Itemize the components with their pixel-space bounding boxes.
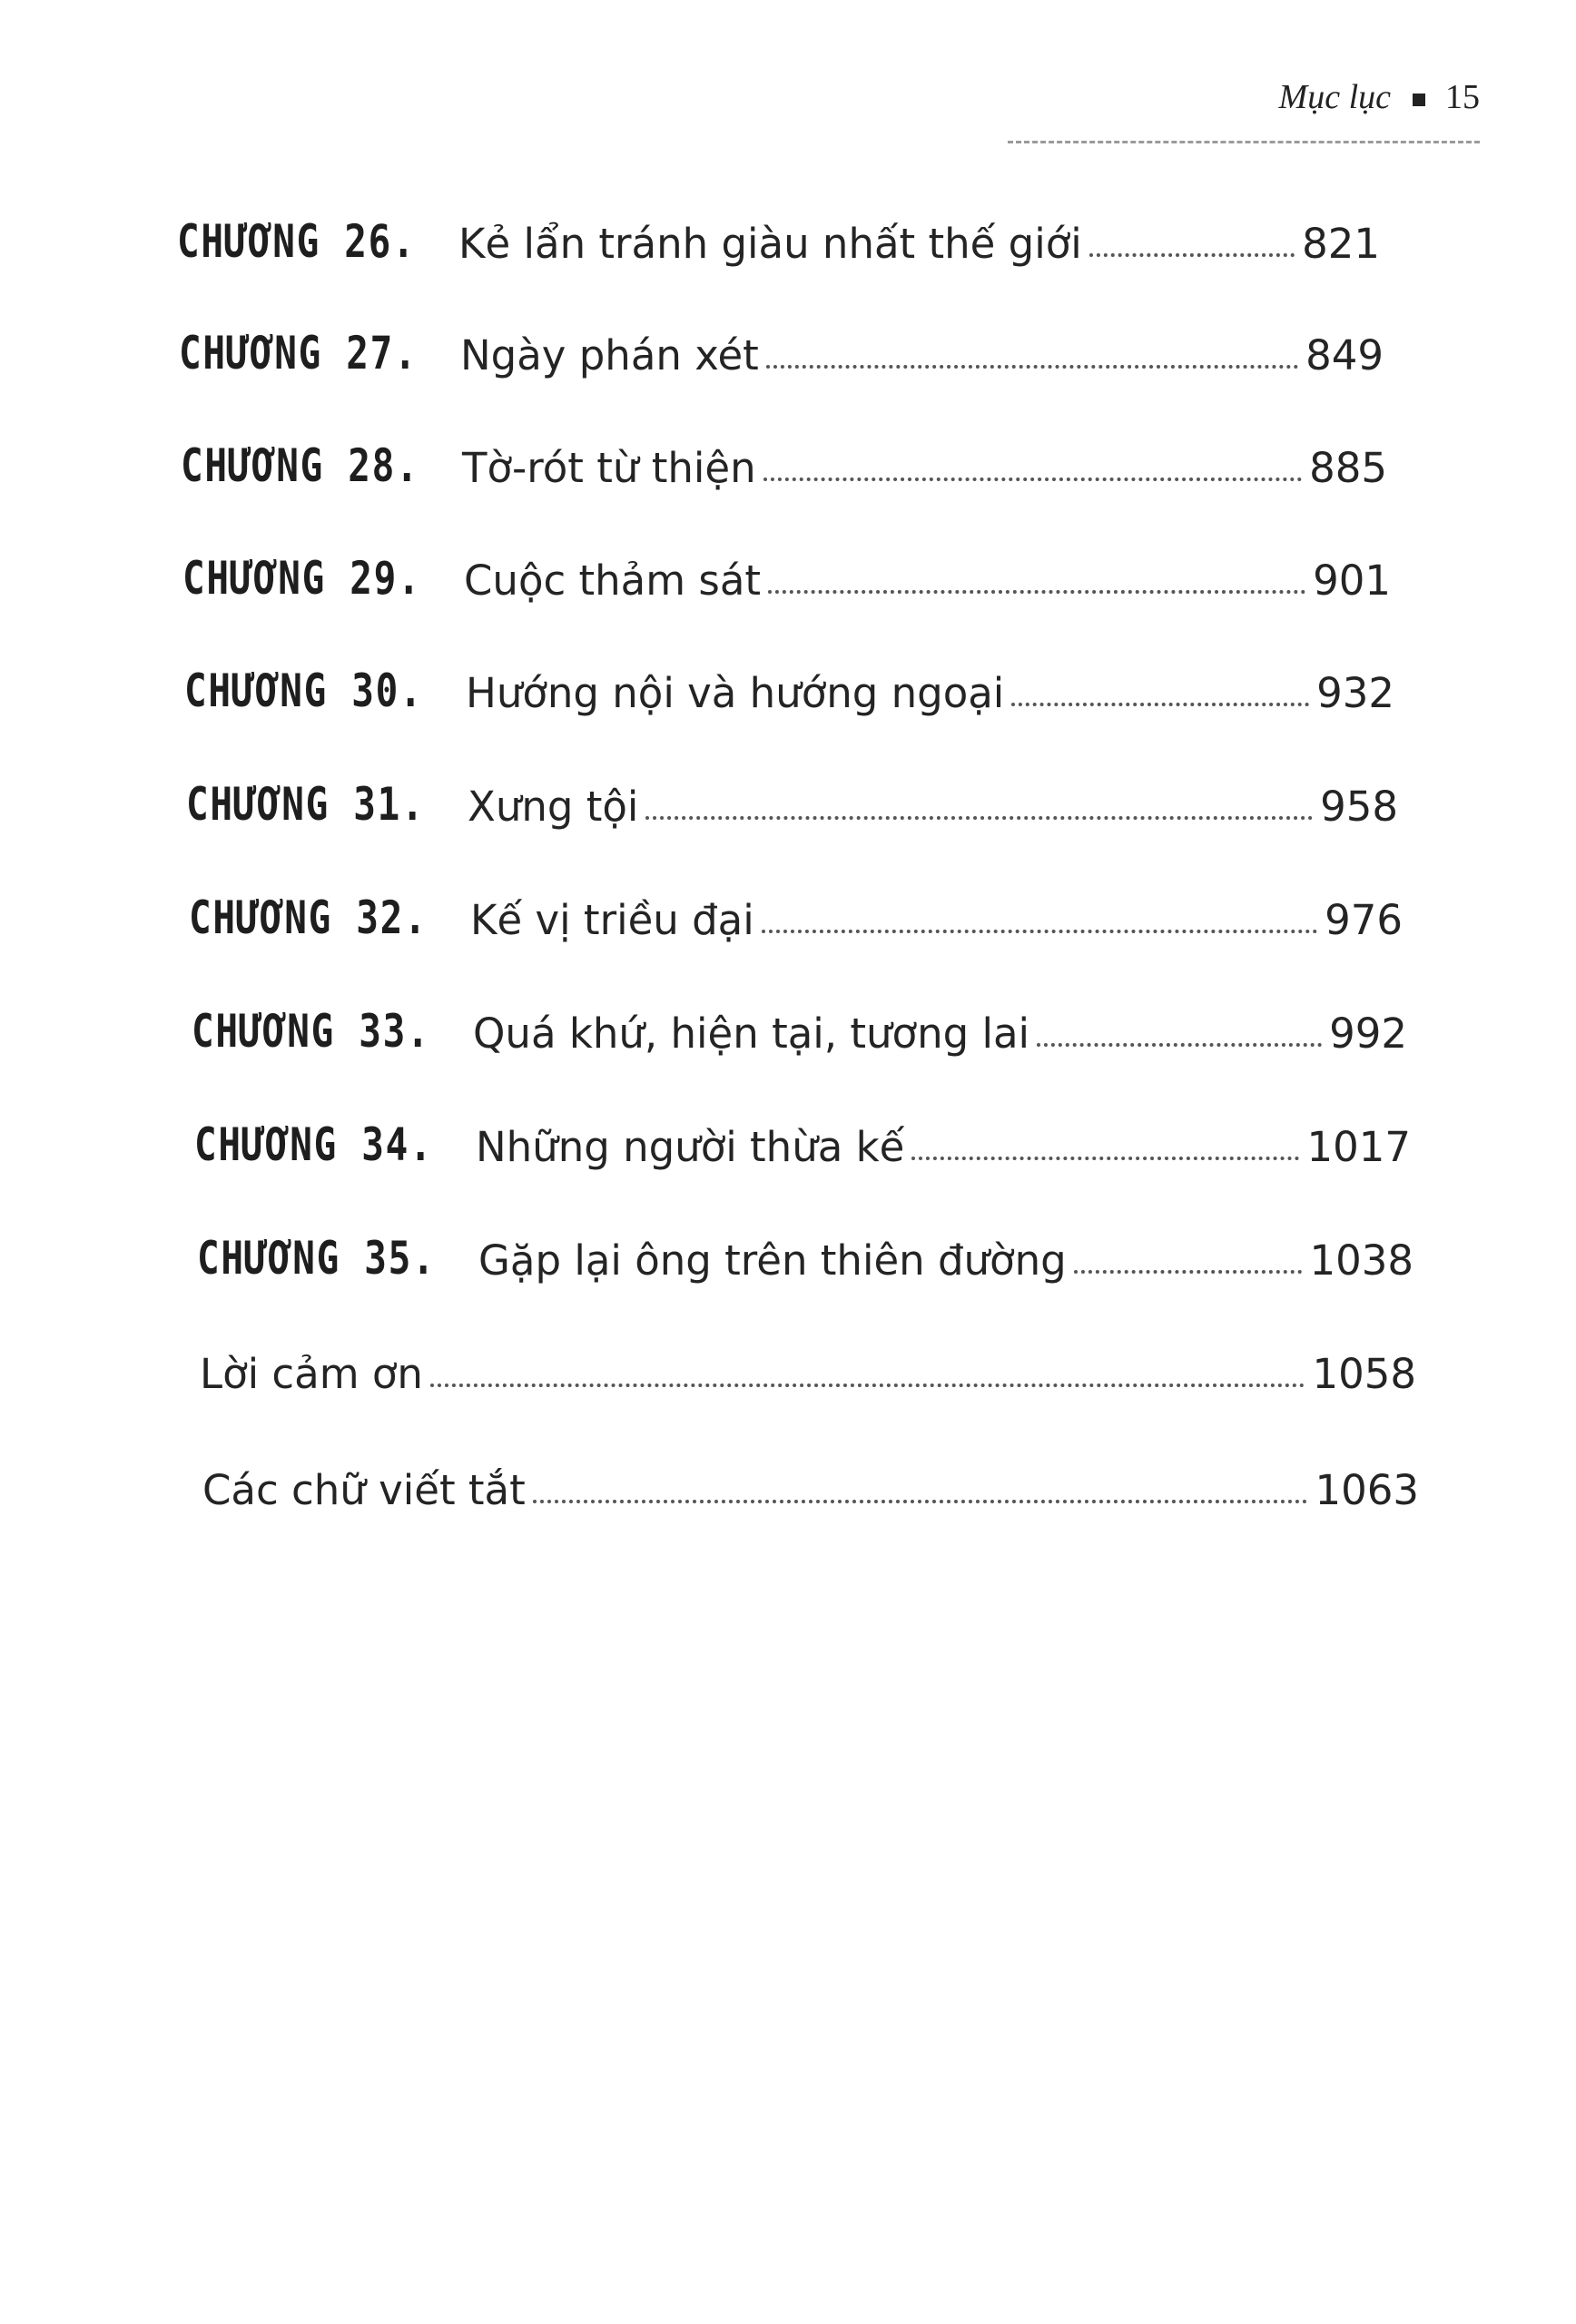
entry-title: Ngày phán xét — [460, 331, 759, 379]
dot-leader — [766, 365, 1298, 369]
running-head-title: Mục lục — [1278, 78, 1391, 116]
entry-page-number: 1063 — [1315, 1466, 1419, 1514]
dot-leader — [533, 1500, 1308, 1503]
dot-leader — [1037, 1043, 1322, 1047]
chapter-label: CHƯƠNG 26. — [177, 215, 417, 268]
dot-leader — [1074, 1270, 1303, 1274]
entry-page-number: 992 — [1329, 1009, 1407, 1058]
entry-page-number: 1038 — [1309, 1236, 1413, 1285]
entry-title: Các chữ viết tắt — [202, 1466, 526, 1514]
entry-title: Quá khứ, hiện tại, tương lai — [473, 1009, 1030, 1058]
toc-entry[interactable] — [181, 410, 1387, 492]
toc-entry[interactable] — [194, 1089, 1411, 1171]
entry-page-number: 1058 — [1312, 1350, 1416, 1398]
entry-page-number: 932 — [1316, 669, 1394, 717]
chapter-label: CHƯƠNG 32. — [189, 891, 428, 944]
chapter-label: CHƯƠNG 30. — [184, 665, 424, 717]
dot-leader — [763, 478, 1303, 481]
chapter-label: CHƯƠNG 28. — [181, 439, 420, 492]
entry-title: Lời cảm ơn — [200, 1350, 423, 1398]
dot-leader — [645, 816, 1313, 820]
dot-leader — [1011, 703, 1309, 706]
chapter-label: CHƯƠNG 29. — [182, 552, 422, 605]
dot-leader — [1089, 253, 1295, 257]
entry-page-number: 1017 — [1306, 1123, 1411, 1171]
entry-title: Tờ-rót từ thiện — [462, 444, 756, 492]
entry-title: Xưng tội — [468, 783, 639, 831]
entry-page-number: 901 — [1313, 556, 1391, 605]
toc-entry[interactable] — [202, 1433, 1419, 1514]
dot-leader — [911, 1157, 1299, 1160]
entry-page-number: 976 — [1325, 896, 1403, 944]
page-number: 15 — [1445, 78, 1480, 116]
chapter-label: CHƯƠNG 35. — [197, 1232, 437, 1285]
entry-page-number: 958 — [1320, 783, 1398, 831]
entry-title: Những người thừa kế — [476, 1123, 905, 1171]
toc-entry[interactable] — [177, 186, 1380, 268]
toc-entry[interactable] — [184, 635, 1394, 717]
entry-page-number: 885 — [1309, 444, 1387, 492]
toc-entry[interactable] — [192, 976, 1407, 1058]
chapter-label: CHƯƠNG 34. — [194, 1118, 434, 1171]
toc-entry[interactable] — [182, 523, 1391, 605]
entry-title: Kế vị triều đại — [470, 896, 754, 944]
dot-leader — [768, 590, 1305, 594]
entry-title: Gặp lại ông trên thiên đường — [478, 1236, 1067, 1285]
toc-entry[interactable] — [186, 749, 1398, 831]
chapter-label: CHƯƠNG 27. — [179, 327, 419, 379]
entry-page-number: 821 — [1302, 220, 1380, 268]
chapter-label: CHƯƠNG 31. — [186, 778, 426, 831]
toc-entry[interactable] — [179, 298, 1384, 379]
dot-leader — [762, 930, 1317, 933]
entry-title: Hướng nội và hướng ngoại — [466, 669, 1005, 717]
chapter-label: CHƯƠNG 33. — [192, 1005, 431, 1058]
toc-entry[interactable] — [189, 862, 1403, 944]
toc-entry[interactable] — [197, 1203, 1413, 1285]
entry-page-number: 849 — [1305, 331, 1384, 379]
dot-leader — [430, 1384, 1305, 1387]
toc-entry[interactable] — [200, 1316, 1416, 1398]
entry-title: Cuộc thảm sát — [464, 556, 762, 605]
entry-title: Kẻ lẩn tránh giàu nhất thế giới — [458, 220, 1082, 268]
